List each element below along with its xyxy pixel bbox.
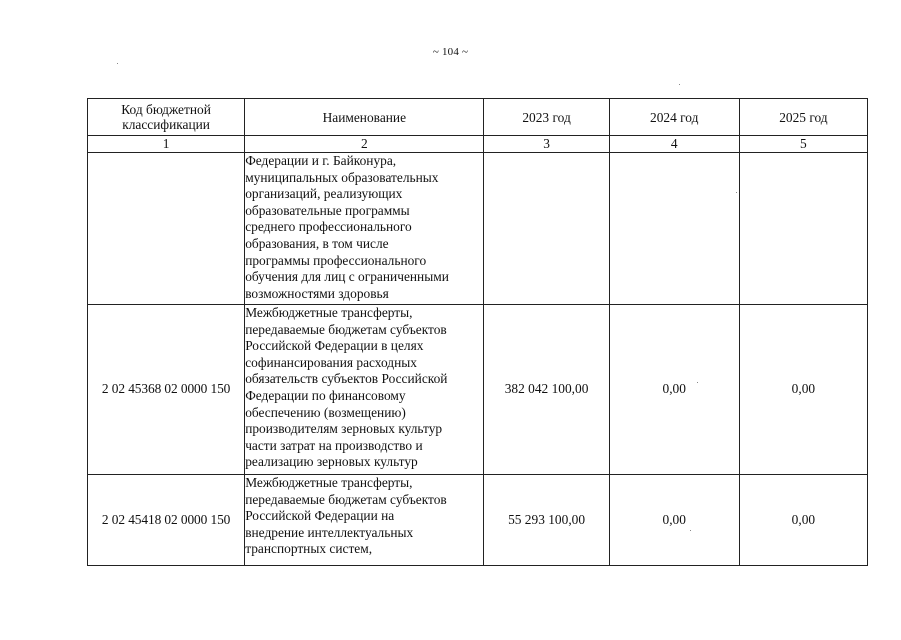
- column-number-4: 4: [609, 136, 739, 153]
- budget-code-cell: [88, 153, 245, 305]
- amount-2024-cell: 0,00: [609, 475, 739, 566]
- column-number-3: 3: [484, 136, 609, 153]
- amount-2023-cell: [484, 153, 609, 305]
- budget-table: [87, 98, 868, 566]
- amount-2025-cell: 0,00: [739, 475, 867, 566]
- scan-speck: [690, 530, 691, 531]
- name-cell: Межбюджетные трансферты, передаваемые бюджетам субъектов Российской Федерации на внедрение интеллектуальных транспортных систем,: [245, 475, 484, 566]
- table-row: [88, 305, 868, 475]
- amount-2024-cell: [609, 153, 739, 305]
- amount-2023-cell: 382 042 100,00: [484, 305, 609, 475]
- amount-2025-cell: [739, 153, 867, 305]
- column-number-2: 2: [245, 136, 484, 153]
- budget-code-cell: 2 02 45368 02 0000 150: [88, 305, 245, 475]
- header-code: Код бюджетной классификации: [88, 99, 245, 136]
- header-name: Наименование: [245, 99, 484, 136]
- amount-2023-cell: 55 293 100,00: [484, 475, 609, 566]
- page-number: ~ 104 ~: [432, 46, 469, 58]
- column-number-row: [88, 136, 868, 153]
- scan-speck: [679, 84, 680, 85]
- header-2023: 2023 год: [484, 99, 609, 136]
- amount-2025-cell: 0,00: [739, 305, 867, 475]
- header-2024: 2024 год: [609, 99, 739, 136]
- column-number-1: 1: [88, 136, 245, 153]
- table-row: [88, 475, 868, 566]
- amount-2024-cell: 0,00: [609, 305, 739, 475]
- column-number-5: 5: [739, 136, 867, 153]
- table-row: [88, 153, 868, 305]
- scan-speck: [736, 192, 737, 193]
- table-header-row: [88, 99, 868, 136]
- name-cell: Федерации и г. Байконура, муниципальных образовательных организаций, реализующих образовательные программы среднего профессионального образования, в том числе программы профессионального обучения для лиц с ограниченными возможностями здоровья: [245, 153, 484, 305]
- scan-speck: [697, 382, 698, 383]
- scan-speck: [117, 63, 118, 64]
- header-2025: 2025 год: [739, 99, 867, 136]
- name-cell: Межбюджетные трансферты, передаваемые бюджетам субъектов Российской Федерации в целях софинансирования расходных обязательств субъектов Российской Федерации по финансовому обеспечению (возмещению) производителям зерновых культур части затрат на производство и реализацию зерновых культур: [245, 305, 484, 475]
- budget-code-cell: 2 02 45418 02 0000 150: [88, 475, 245, 566]
